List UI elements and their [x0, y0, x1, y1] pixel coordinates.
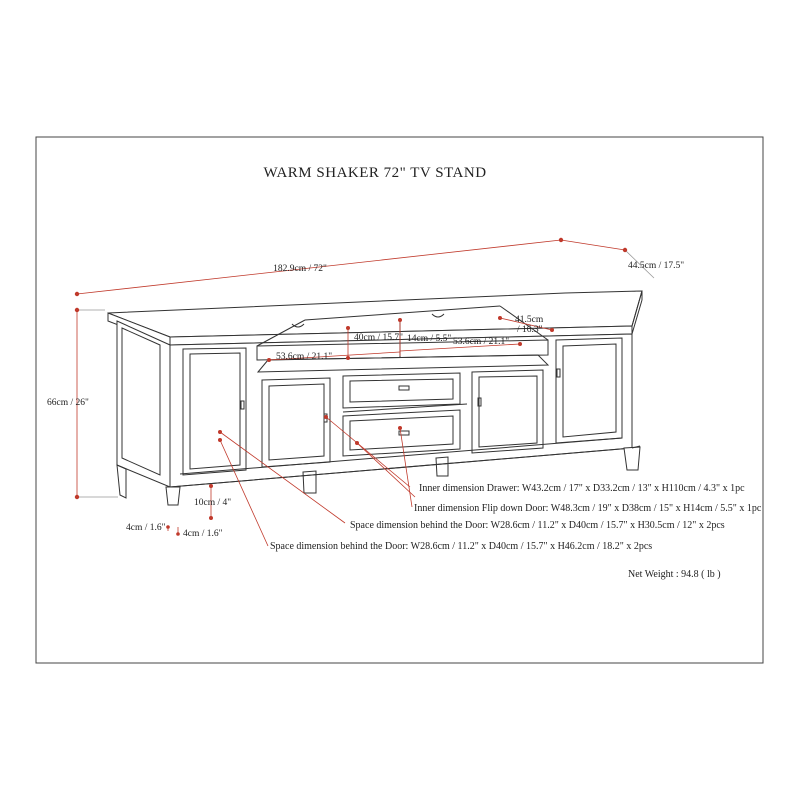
shelf-depth-label: 40cm / 15.7" [354, 333, 403, 343]
left-shelf-width-label: 53.6cm / 21.1" [276, 352, 333, 362]
tv-stand-drawing [108, 291, 642, 505]
left-side-panel [117, 321, 170, 487]
leg-width-label: 4cm / 1.6" [126, 523, 166, 533]
right-shelf-depth-label-1: 41.5cm [515, 315, 544, 325]
right-shelf-width-label: 53.6cm / 21.1" [453, 337, 510, 347]
left-back-leg [117, 465, 126, 498]
flip-door-note: Inner dimension Flip down Door: W48.3cm / 19" x D38cm / 15" x H14cm / 5.5" x 1pc [414, 503, 762, 514]
width-label: 182.9cm / 72" [273, 264, 327, 274]
leg-depth-label: 4cm / 1.6" [183, 529, 223, 539]
height-label: 66cm / 26" [47, 398, 89, 408]
outer-door-note: Space dimension behind the Door: W28.6cm / 11.2" x D40cm / 15.7" x H46.2cm / 18.2" x 2pcs [270, 541, 653, 552]
clearance-label: 10cm / 4" [194, 498, 232, 508]
net-weight: Net Weight : 94.8 ( lb ) [628, 569, 721, 580]
front-left-leg [166, 487, 180, 505]
depth-label: 44.5cm / 17.5" [628, 261, 685, 271]
right-shelf-depth-label-2: / 16.3" [517, 325, 543, 335]
front-right-leg [624, 447, 640, 470]
shelf-height-label: 14cm / 5.5" [407, 334, 452, 344]
inner-door-note: Space dimension behind the Door: W28.6cm / 11.2" x D40cm / 15.7" x H30.5cm / 12" x 2pcs [350, 520, 725, 531]
drawer-note: Inner dimension Drawer: W43.2cm / 17" x D33.2cm / 13" x H110cm / 4.3" x 1pc [419, 483, 745, 494]
drawing-title: WARM SHAKER 72" TV STAND [263, 165, 487, 181]
depth-dim-line [561, 240, 625, 250]
